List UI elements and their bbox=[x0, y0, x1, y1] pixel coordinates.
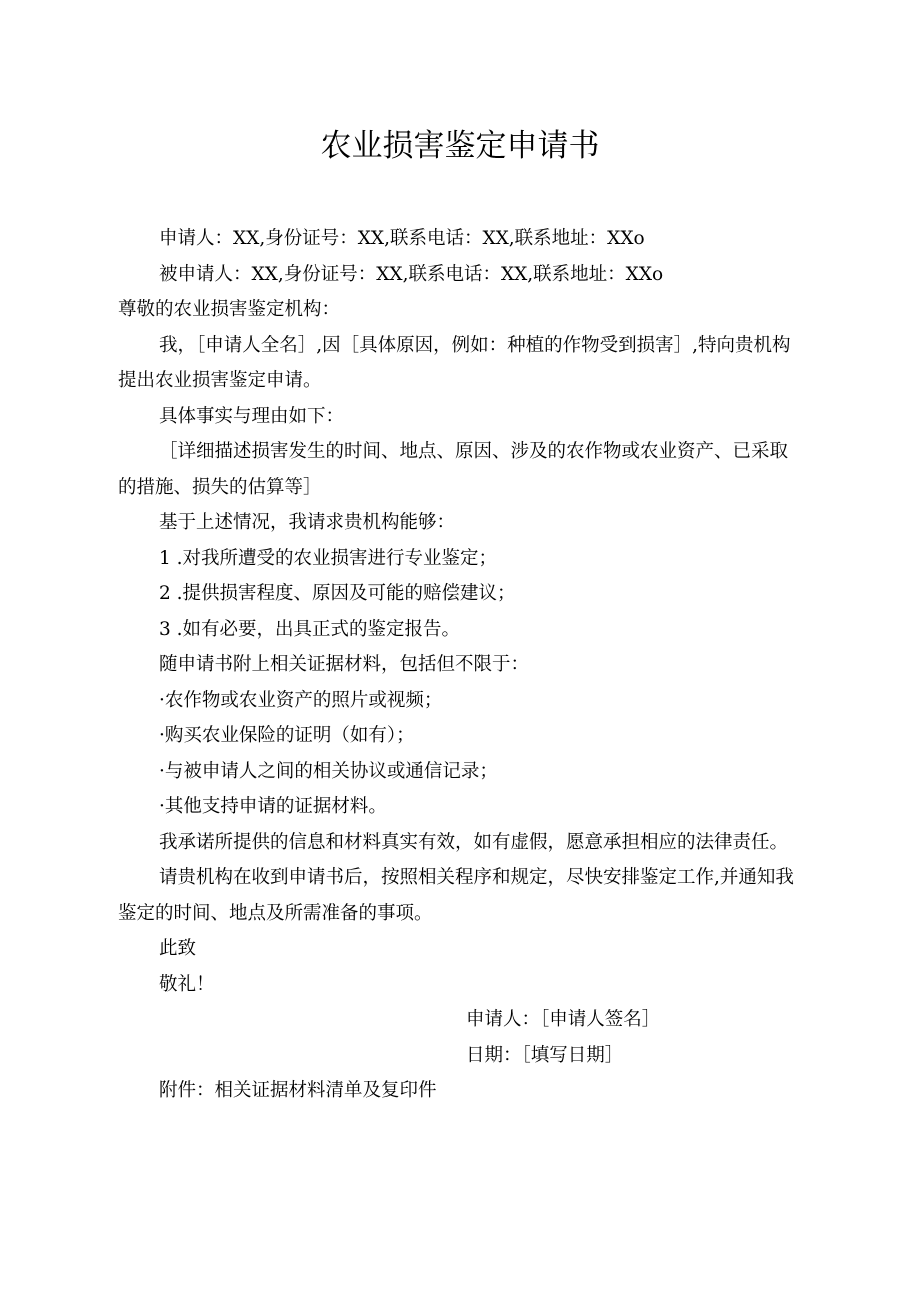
attachment-line: 附件：相关证据材料清单及复印件 bbox=[159, 1080, 437, 1101]
document-title: 农业损害鉴定申请书 bbox=[320, 128, 600, 164]
document-body bbox=[118, 221, 804, 1109]
closing-request-paragraph: 请贵机构在收到申请书后，按照相关程序和规定，尽快安排鉴定工作,并通知我鉴定的时间、地点及所需准备的事项。 bbox=[118, 867, 794, 924]
closing-line-1: 此致 bbox=[159, 938, 197, 959]
evidence-intro: 随申请书附上相关证据材料，包括但不限于： bbox=[159, 654, 530, 675]
salutation: 尊敬的农业损害鉴定机构： bbox=[118, 299, 341, 320]
date-line: 日期：［填写日期］ bbox=[466, 1044, 624, 1066]
evidence-item: ·与被申请人之间的相关协议或通信记录； bbox=[159, 760, 498, 782]
closing-line-2: 敬礼！ bbox=[159, 973, 215, 995]
request-item: 1 .对我所遭受的农业损害进行专业鉴定； bbox=[159, 547, 498, 569]
facts-heading: 具体事实与理由如下： bbox=[159, 405, 345, 427]
evidence-item: ·购买农业保险的证明（如有）； bbox=[159, 725, 415, 746]
signature-line: 申请人：［申请人签名］ bbox=[466, 1009, 661, 1030]
pledge-paragraph: 我承诺所提供的信息和材料真实有效，如有虚假，愿意承担相应的法律责任。 bbox=[159, 831, 789, 853]
request-item: 2 .提供损害程度、原因及可能的赔偿建议； bbox=[159, 583, 516, 604]
applicant-line: 申请人：XX,身份证号：XX,联系电话：XX,联系地址：XXo bbox=[159, 228, 645, 249]
request-intro: 基于上述情况，我请求贵机构能够： bbox=[159, 512, 456, 533]
evidence-item: ·农作物或农业资产的照片或视频； bbox=[159, 689, 443, 711]
facts-body: ［详细描述损害发生的时间、地点、原因、涉及的农作物或农业资产、已采取的措施、损失的估算等］ bbox=[118, 441, 789, 498]
respondent-line: 被申请人：XX,身份证号：XX,联系电话：XX,联系地址：XXo bbox=[159, 263, 664, 285]
request-item: 3 .如有必要，出具正式的鉴定报告。 bbox=[159, 618, 461, 640]
intro-paragraph: 我，［申请人全名］,因［具体原因，例如：种植的作物受到损害］,特向贵机构提出农业损害鉴定申请。 bbox=[118, 334, 791, 391]
evidence-item: ·其他支持申请的证据材料。 bbox=[159, 796, 387, 817]
